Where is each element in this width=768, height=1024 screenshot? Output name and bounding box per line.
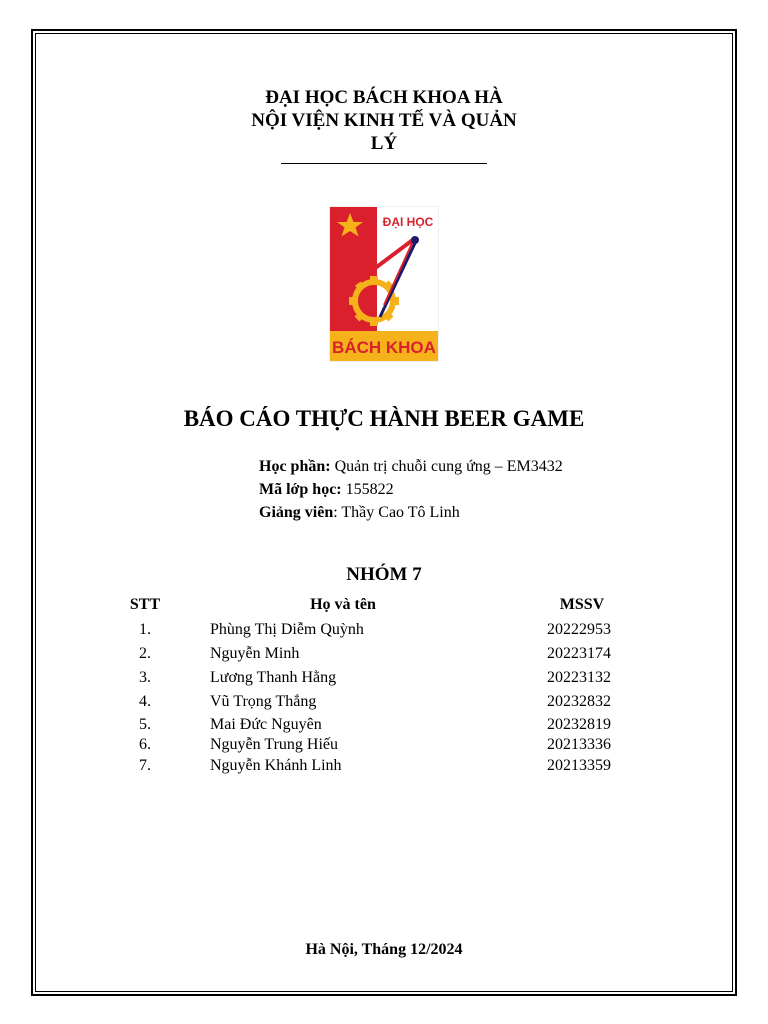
member-name: Nguyễn Minh bbox=[210, 645, 300, 662]
group-title: NHÓM 7 bbox=[346, 564, 422, 585]
member-name: Nguyễn Khánh Linh bbox=[210, 757, 342, 774]
title-underline bbox=[281, 163, 487, 164]
lecturer-value: : Thầy Cao Tô Linh bbox=[333, 504, 460, 521]
member-mssv: 20223132 bbox=[547, 669, 611, 686]
column-header-mssv: MSSV bbox=[559, 596, 605, 613]
column-header-name: Họ và tên bbox=[310, 596, 376, 613]
member-mssv: 20213359 bbox=[547, 757, 611, 774]
member-stt: 3. bbox=[139, 669, 151, 686]
member-stt: 4. bbox=[139, 693, 151, 710]
member-name: Nguyễn Trung Hiếu bbox=[210, 736, 339, 753]
member-mssv: 20232819 bbox=[547, 716, 611, 733]
member-mssv: 20213336 bbox=[547, 736, 611, 753]
university-title-line-2: NỘI VIỆN KINH TẾ VÀ QUẢN bbox=[251, 110, 517, 131]
member-name: Lương Thanh Hằng bbox=[210, 669, 337, 686]
lecturer-label: Giảng viên bbox=[259, 504, 334, 521]
class-value: 155822 bbox=[341, 481, 394, 498]
member-name: Mai Đức Nguyên bbox=[210, 716, 322, 733]
class-line bbox=[259, 480, 394, 500]
university-title-line-3: LÝ bbox=[370, 133, 398, 154]
place-date: Hà Nội, Tháng 12/2024 bbox=[305, 941, 463, 958]
member-stt: 7. bbox=[139, 757, 151, 774]
member-name: Phùng Thị Diễm Quỳnh bbox=[210, 621, 364, 638]
logo-emblem bbox=[328, 205, 440, 363]
member-stt: 1. bbox=[139, 621, 151, 638]
member-name: Vũ Trọng Thắng bbox=[210, 693, 317, 710]
course-line bbox=[259, 457, 563, 477]
lecturer-line bbox=[259, 503, 460, 523]
member-mssv: 20222953 bbox=[547, 621, 611, 638]
report-title: BÁO CÁO THỰC HÀNH BEER GAME bbox=[183, 406, 585, 431]
member-mssv: 20223174 bbox=[547, 645, 611, 662]
university-title-line-1: ĐẠI HỌC BÁCH KHOA HÀ bbox=[265, 87, 503, 108]
member-mssv: 20232832 bbox=[547, 693, 611, 710]
member-stt: 5. bbox=[139, 716, 151, 733]
member-stt: 6. bbox=[139, 736, 151, 753]
university-logo bbox=[328, 205, 440, 363]
class-label: Mã lớp học: bbox=[259, 481, 342, 498]
column-header-stt: STT bbox=[129, 596, 161, 613]
logo-bottom-text: BÁCH KHOA bbox=[332, 338, 436, 357]
member-stt: 2. bbox=[139, 645, 151, 662]
course-value: Quản trị chuỗi cung ứng – EM3432 bbox=[330, 458, 563, 475]
university-title bbox=[234, 86, 534, 155]
course-label: Học phần: bbox=[259, 458, 331, 475]
logo-top-text: ĐẠI HỌC bbox=[382, 215, 434, 229]
